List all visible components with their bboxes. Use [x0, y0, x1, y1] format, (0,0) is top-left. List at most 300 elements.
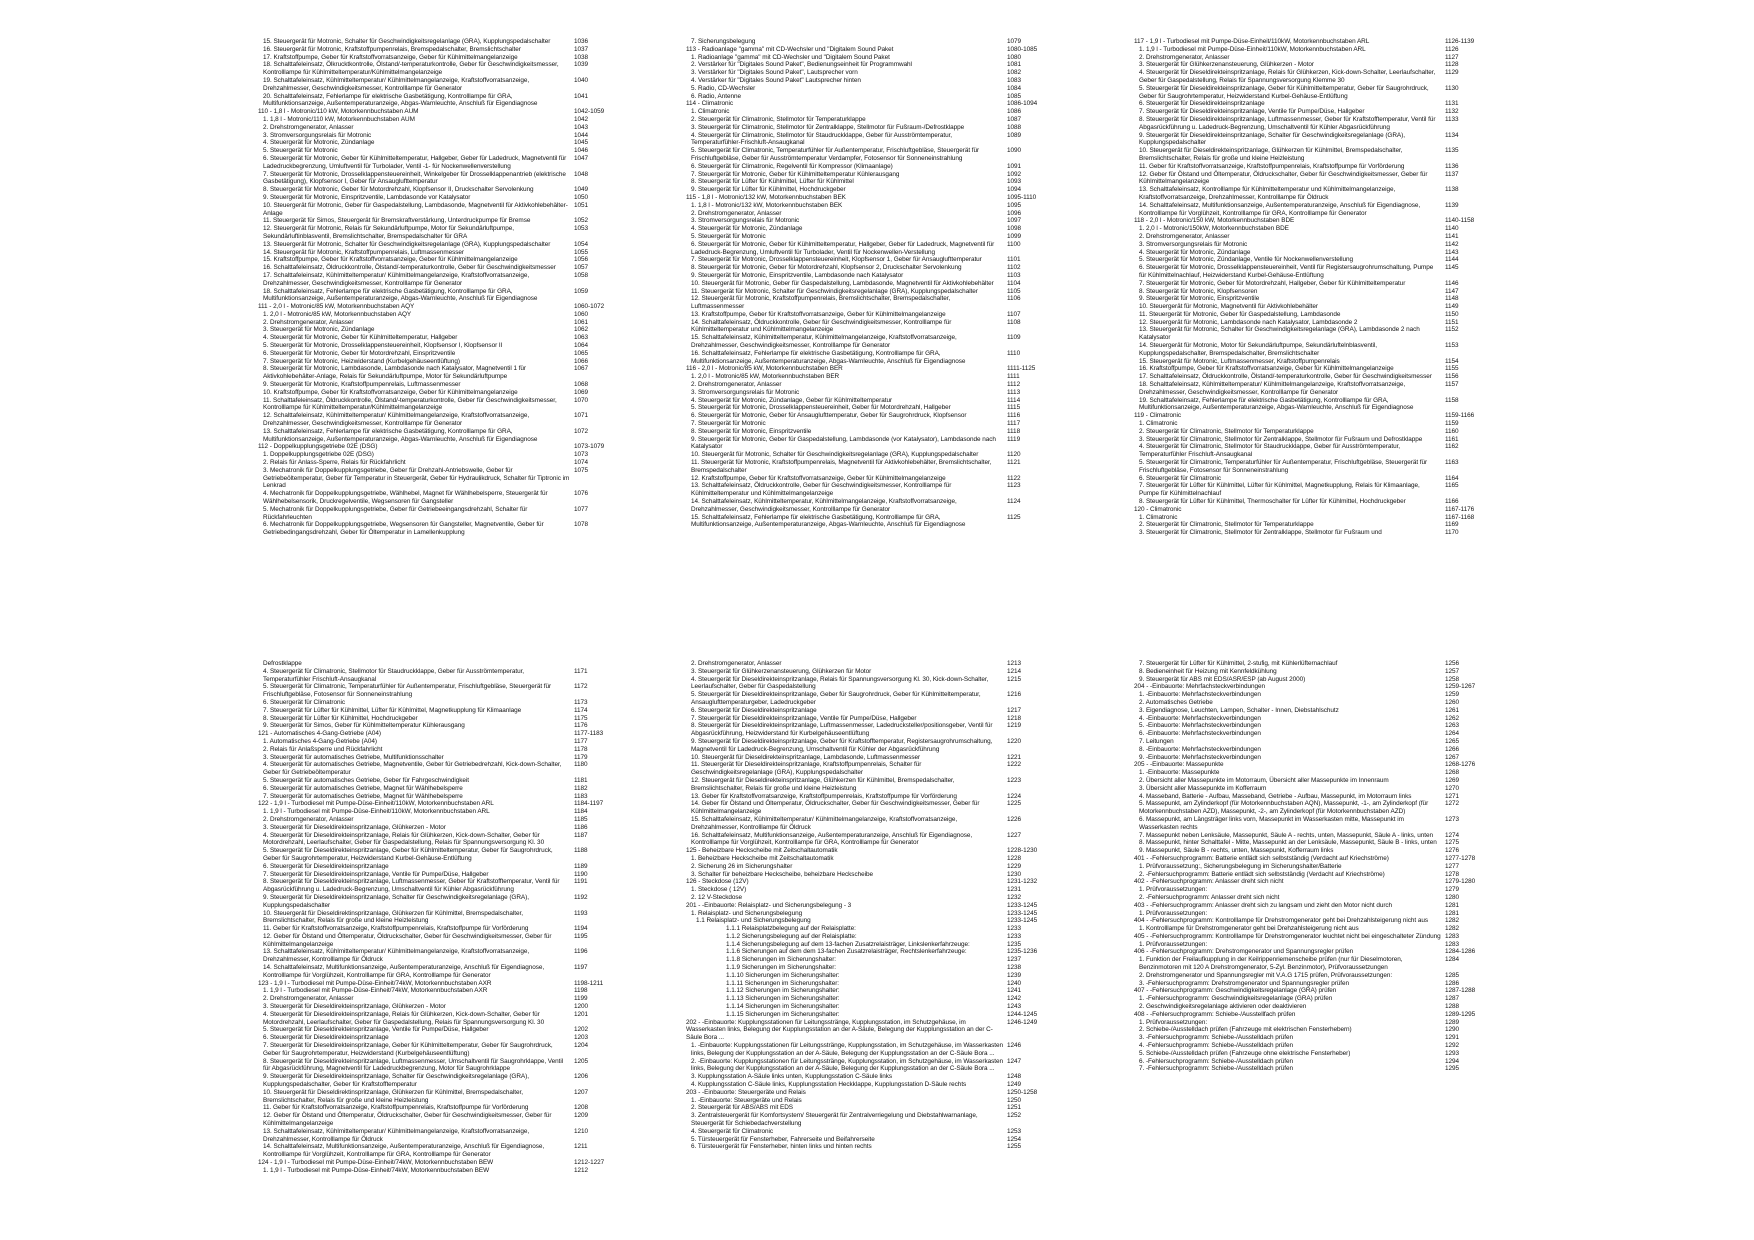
- entry-page-number: 1061: [574, 318, 589, 326]
- entry-page-number: 1151: [1445, 318, 1459, 326]
- entry-page-number: 1285: [1445, 971, 1460, 979]
- entry-title: 1. 1,9 l - Turbodiesel mit Pumpe-Düse-Einheit/74kW, Motorkennbuchstaben BEW: [263, 1166, 490, 1174]
- entry-page-number: 1180: [574, 761, 588, 769]
- index-entry: [686, 668, 1051, 676]
- index-entry: [258, 397, 618, 413]
- entry-title: 1.1 Relaisplatz- und Sicherungsbelegung: [696, 917, 811, 925]
- index-entry: [686, 389, 1051, 397]
- index-section-entry: [686, 878, 1051, 886]
- entry-page-number: 1068: [574, 381, 589, 389]
- entry-title: 4. -Fehlersuchprogramm: Schiebe-/Ausstelldach prüfen: [1139, 1042, 1294, 1050]
- entry-title: 4. Steuergerät für Dieseldirekteinspritzanlage, Relais für Glühkerzen, Kick-down-Schalter, Geber für Motordrehzahl, Leerlaufschalter, Geber für Gaspedalstellung, Relais für Spannungsversorgung Kl. 30: [263, 1010, 545, 1026]
- entry-page-number: 1189: [574, 862, 588, 870]
- index-entry: [686, 754, 1051, 762]
- entry-title: 1.1.8 Sicherungen im Sicherungshalter:: [726, 956, 837, 964]
- entry-page-number: 1239: [1007, 971, 1022, 979]
- index-entry: [686, 256, 1051, 264]
- index-section-entry: [686, 46, 1051, 54]
- entry-page-number: 1291: [1445, 1034, 1460, 1042]
- index-entry: [258, 217, 618, 225]
- entry-page-number: 1064: [574, 342, 589, 350]
- entry-page-number: 1101: [1007, 256, 1021, 264]
- entry-page-number: 1070: [574, 396, 589, 404]
- index-entry: [258, 1003, 618, 1011]
- entry-title: 9. Steuergerät für ABS mit EDS/ASR/ESP (ab August 2000): [1139, 675, 1306, 683]
- entry-title: 1. 2,0 l - Motronic/150kW, Motorkennbuchstaben BDE: [1139, 225, 1289, 233]
- entry-page-number: 1043: [574, 123, 589, 131]
- entry-title: 9. Steuergerät für Dieseldirekteinspritzanlage, Schalter für Geschwindigkeitsregelanlage (GRA), Kupplungspedalschalter: [1139, 131, 1405, 147]
- entry-page-number: 1156: [1445, 373, 1459, 381]
- index-entry: [258, 910, 618, 926]
- index-entry: [686, 61, 1051, 69]
- index-entry: [686, 108, 1051, 116]
- entry-page-number: 1228: [1007, 854, 1022, 862]
- index-section-entry: [1134, 506, 1489, 514]
- entry-title: 1. Radioanlage "gamma" mit CD-Wechsler und "Digitalem Sound Paket: [691, 53, 890, 61]
- index-entry: [1134, 668, 1489, 676]
- index-entry: [686, 85, 1051, 93]
- index-entry: [686, 404, 1051, 412]
- index-section-entry: [1134, 1011, 1489, 1019]
- entry-page-number: 1250: [1007, 1096, 1022, 1104]
- entry-title: 2. -Einbauorte: Kupplungsstationen für Leitungsstränge, Kupplungsstation, im Schutzgehäuse, im Wasserkasten links, Belegung der Kupplungsstation an der A-Säule, Belegung der Kupplungsstation an der C-Säule Bora ...: [691, 1057, 1004, 1073]
- entry-page-number: 1102: [1007, 264, 1021, 272]
- entry-page-number: 1072: [574, 427, 589, 435]
- entry-page-number: 1107: [1007, 310, 1021, 318]
- index-entry: [258, 699, 618, 707]
- entry-page-number: 1255: [1007, 1143, 1022, 1151]
- index-entry: [686, 272, 1051, 280]
- index-entry: [1134, 676, 1489, 684]
- entry-page-number: 1257: [1445, 667, 1460, 675]
- index-entry: [258, 171, 618, 187]
- entry-page-number: 1178: [574, 745, 588, 753]
- index-section-entry: [258, 443, 618, 451]
- entry-title: 7. -Fehlersuchprogramm: Schiebe-/Ausstelldach prüfen: [1139, 1065, 1294, 1073]
- entry-title: 1. Funktion der Freilaufkupplung in der Keilrippenriemenscheibe prüfen (nur für Dieselmotoren, Benzinmotoren mit 120 A Drehstromgenerator, 5-Zyl. Benzinmotor), Prüfvoraussetzungen: [1139, 956, 1403, 972]
- entry-page-number: 1276: [1445, 847, 1460, 855]
- entry-page-number: 1100: [1007, 240, 1021, 248]
- entry-title: 6. Steuergerät für automatisches Getriebe, Magnet für Wählhebelsperre: [263, 784, 463, 792]
- index-entry: [686, 350, 1051, 366]
- index-section-entry: [1134, 761, 1489, 769]
- index-column-3: [1134, 660, 1489, 1073]
- entry-title: 13. Steuergerät für Motronic, Schalter für Geschwindigkeitsregelanlage (GRA), Kupplungspedalschalter: [263, 240, 551, 248]
- entry-title: 110 - 1,8 l - Motronic/110 kW, Motorkennbuchstaben AUM: [258, 108, 419, 116]
- entry-title: 7. Steuergerät für Motronic, Heizwiderstand (Kurbelgehäuseentlüftung): [263, 357, 460, 365]
- index-entry: [686, 855, 1051, 863]
- entry-title: 9. Steuergerät für Motronic, Einspritzventile, Lambdasonde vor Katalysator: [263, 193, 471, 201]
- entry-title: 126 - Steckdose (12V): [686, 878, 749, 886]
- entry-title: 5. -Einbauorte: Mehrfachsteckverbindungen: [1139, 722, 1261, 730]
- entry-title: 1. 1,9 l - Turbodiesel mit Pumpe-Düse-Einheit/110kW, Motorkennbuchstaben ARL: [263, 808, 490, 816]
- entry-title: 2. Schiebe-/Ausstelldach prüfen (Fahrzeuge mit elektrischen Fensterhebern): [1139, 1026, 1352, 1034]
- index-column-1: [258, 38, 618, 537]
- entry-page-number: 1201: [574, 1010, 589, 1018]
- entry-title: 6. Massepunkt, am Längsträger links vorn, Massepunkt im Wasserkasten mitte, Massepunkt im Wasserkasten rechts: [1139, 815, 1404, 831]
- entry-title: 1. Climatronic: [1139, 513, 1178, 521]
- index-entry: [686, 373, 1051, 381]
- entry-page-number: 1179: [574, 753, 588, 761]
- index-entry: [686, 311, 1051, 319]
- entry-title: 8. Steuergerät für Dieseldirekteinspritzanlage, Luftmassenmesser, Geber für Kraftstofftemperatur, Ventil für Abgasrückführung u. Ladedruck-Begrenzung, Umschaltventil für Kühler Abgasrückführung: [263, 878, 560, 894]
- entry-title: 407 - -Fehlersuchprogramm: Geschwindigkeitsregelanlage (GRA) prüfen: [1134, 987, 1337, 995]
- entry-title: 8. Steuergerät für Motronic, Geber für Motordrehzahl, Klopfsensor II, Druckschalter Servolenkung: [263, 186, 534, 194]
- entry-page-number: 1065: [574, 349, 589, 357]
- index-entry: [258, 1128, 618, 1144]
- entry-title: 12. Kraftstoffpumpe, Geber für Kraftstoffvorratsanzeige, Geber für Kühlmittelmangelanzeige: [691, 474, 946, 482]
- entry-page-number: 1177-1183: [574, 730, 604, 738]
- index-entry: [258, 871, 618, 879]
- index-entry: [686, 295, 1051, 311]
- entry-page-number: 1277: [1445, 862, 1460, 870]
- index-entry: [258, 61, 618, 77]
- entry-title: 8. Steuergerät für Motronic, Geber für Motordrehzahl, Klopfsensor 2, Druckschalter Servolenkung: [691, 264, 962, 272]
- entry-title: 5. Radio, CD-Wechsler: [691, 84, 756, 92]
- entry-page-number: 1169: [1445, 521, 1459, 529]
- entry-page-number: 1287: [1445, 995, 1460, 1003]
- entry-page-number: 1161: [1445, 435, 1459, 443]
- entry-page-number: 1284-1286: [1445, 948, 1476, 956]
- entry-title: 8. -Einbauorte: Mehrfachsteckverbindungen: [1139, 745, 1261, 753]
- entry-page-number: 1097: [1007, 217, 1022, 225]
- entry-title: 4. Steuergerät für Motronic, Zündanlage, Geber für Kühlmitteltemperatur: [691, 396, 893, 404]
- entry-title: 1. Doppelkupplungsgetriebe 02E (DSG): [263, 451, 374, 459]
- index-section-entry: [1134, 217, 1489, 225]
- entry-title: 9. Steuergerät für Motronic, Kraftstoffpumpenrelais, Luftmassenmesser: [263, 381, 461, 389]
- entry-page-number: 1200: [574, 1003, 589, 1011]
- entry-title: 113 - Radioanlage "gamma" mit CD-Wechsler und "Digitalem Sound Paket: [686, 45, 894, 53]
- entry-page-number: 1267: [1445, 753, 1460, 761]
- entry-page-number: 1047: [574, 154, 589, 162]
- entry-title: 4. Steuergerät für Motronic, Zündanlage: [263, 139, 375, 147]
- entry-page-number: 1205: [574, 1057, 589, 1065]
- entry-page-number: 1127: [1445, 53, 1459, 61]
- index-entry: [258, 506, 618, 522]
- index-section-entry: [1134, 38, 1489, 46]
- index-entry: [1134, 61, 1489, 69]
- entry-page-number: 1049: [574, 186, 589, 194]
- index-entry: [258, 785, 618, 793]
- index-entry: [258, 1089, 618, 1105]
- entry-page-number: 1123: [1007, 482, 1021, 490]
- entry-title: 10. Steuergerät für Motronic, Geber für Gaspedalstellung, Lambdasonde, Magnetventil für Aktivkohlebehälter: [691, 279, 994, 287]
- entry-page-number: 1206: [574, 1073, 589, 1081]
- index-entry: [1134, 863, 1489, 871]
- index-section-entry: [258, 980, 618, 988]
- entry-page-number: 1203: [574, 1034, 589, 1042]
- index-entry: [686, 738, 1051, 754]
- entry-title: 7. Steuergerät für Dieseldirekteinspritzanlage, Ventile für Pumpe/Düse, Hallgeber: [691, 714, 917, 722]
- index-entry: [1134, 746, 1489, 754]
- entry-page-number: 1060-1072: [574, 303, 605, 311]
- entry-title: 122 - 1,9 l - Turbodiesel mit Pumpe-Düse-Einheit/110kW, Motorkennbuchstaben ARL: [258, 800, 494, 808]
- index-entry: [258, 249, 618, 257]
- entry-title: 2. Relais für Anlaßsperre und Rückfahrlicht: [263, 745, 383, 753]
- entry-title: 6. Türsteuergerät für Fensterheber, hinten links und hinten rechts: [691, 1143, 872, 1151]
- entry-title: 17. Kraftstoffpumpe, Geber für Kraftstoffvorratsanzeige, Geber für Kühlmittelmangelanzeige: [263, 53, 518, 61]
- entry-page-number: 1073: [574, 451, 589, 459]
- entry-title: 4. Steuergerät für Climatronic, Stellmotor für Staudruckklappe, Geber für Ausströmtemperatur, Temperaturfühler Frischluft-Ansaugkanal: [263, 667, 525, 683]
- entry-title: 3. Mechatronik für Doppelkupplungsgetriebe, Geber für Drehzahl-Antriebswelle, Geber für Getriebeöltemperatur, Geber für Temperatur in Steuergerät, Geber für Hydraulikdruck, Schalter für Tiptronic im Lenkrad: [263, 466, 570, 490]
- entry-page-number: 1099: [1007, 232, 1022, 240]
- index-entry: [686, 941, 1051, 949]
- entry-title: 1.1.12 Sicherungen im Sicherungshalter:: [726, 987, 840, 995]
- entry-title: 6. Mechatronik für Doppelkupplungsgetriebe, Wegsensoren für Gangsteller, Magnetventile, Geber für Getriebedingangsdrehzahl, Geber für Öltemperatur in Lamellenkupplung: [263, 521, 544, 537]
- entry-title: 2. Drehstromgenerator, Anlasser: [263, 815, 354, 823]
- entry-page-number: 1116: [1007, 412, 1021, 420]
- index-entry: [258, 272, 618, 288]
- index-entry: [1134, 839, 1489, 847]
- entry-title: 9. Steuergerät für Dieseldirekteinspritzanlage, Geber für Kraftstofftemperatur, Registersaugrohrumschaltung, Magnetventil für Ladedruck-Begrenzung, Umschaltventil für Kühler der Abgasrückführung: [691, 737, 993, 753]
- entry-page-number: 1283: [1445, 940, 1460, 948]
- entry-page-number: 1207: [574, 1088, 589, 1096]
- entry-title: 6. Steuergerät für Dieseldirekteinspritzanlage: [263, 1034, 389, 1042]
- entry-title: 120 - Climatronic: [1134, 505, 1182, 513]
- index-entry: [1134, 256, 1489, 264]
- index-entry: [686, 202, 1051, 210]
- entry-page-number: 1281: [1445, 909, 1460, 917]
- index-entry: [686, 147, 1051, 163]
- entry-page-number: 1183: [574, 792, 588, 800]
- index-entry: [1134, 69, 1489, 85]
- entry-title: 4. Steuergerät für Dieseldirekteinspritzanlage, Relais für Spannungsversorgung Kl. 30, Kick-down-Schalter, Leerlaufschalter, Geber für Gaspedalstellung: [691, 675, 989, 691]
- entry-title: 9. Steuergerät für Simos, Geber für Kühlmitteltemperatur Kühlerausgang: [263, 722, 465, 730]
- index-entry: [258, 116, 618, 124]
- index-section-entry: [1134, 412, 1489, 420]
- entry-title: 4. Steuergerät für Motronic, Zündanlage: [1139, 248, 1251, 256]
- index-entry: [686, 886, 1051, 894]
- entry-title: 13. Kraftstoffpumpe, Geber für Kraftstoffvorratsanzeige, Geber für Kühlmittelmangelanzeige: [691, 310, 946, 318]
- entry-title: 9. Steuergerät für Dieseldirekteinspritzanlage, Schalter für Geschwindigkeitsregelanlage (GRA), Kupplungspedalschalter, Geber für Kraftstofftemperatur: [263, 1073, 529, 1089]
- index-entry: [258, 194, 618, 202]
- entry-title: 11. Steuergerät für Motronic, Geber für Gaspedalstellung, Lambdasonde: [1139, 310, 1341, 318]
- entry-page-number: 1166: [1445, 498, 1459, 506]
- entry-title: 2. Drehstromgenerator, Anlasser: [691, 209, 782, 217]
- entry-title: 8. Steuergerät für Lüfter für Kühlmittel, Hochdruckgeber: [263, 714, 418, 722]
- index-entry: [258, 381, 618, 389]
- entry-page-number: 1230: [1007, 870, 1022, 878]
- entry-title: 4. Steuergerät für Climatronic, Stellmotor für Staudruckklappe, Geber für Ausströmtemperatur, Temperaturfühler Frischluft-Ansaugkanal: [1139, 443, 1401, 459]
- entry-title: 7. Steuergerät für Motronic, Drosselklappensteuereinheit, Winkelgeber für Drosselklappenantrieb (elektrische Gasbetätigung), Klopfsensor I, Geber für Ansauglufttemperatur: [263, 170, 566, 186]
- entry-page-number: 1155: [1445, 365, 1459, 373]
- entry-title: 203 - -Einbauorte: Steuergeräte und Relais: [686, 1088, 806, 1096]
- index-entry: [258, 288, 618, 304]
- entry-title: 4. Steuergerät für Motronic, Geber für Kühlmitteltemperatur, Hallgeber: [263, 334, 458, 342]
- index-section-entry: [686, 1019, 1051, 1042]
- index-entry: [258, 365, 618, 381]
- entry-title: 1.1.11 Sicherungen im Sicherungshalter:: [726, 979, 840, 987]
- index-entry: [1134, 241, 1489, 249]
- entry-page-number: 1060: [574, 310, 589, 318]
- entry-page-number: 1263: [1445, 722, 1460, 730]
- entry-page-number: 1218: [1007, 714, 1022, 722]
- index-entry: [1134, 436, 1489, 444]
- index-entry: [686, 163, 1051, 171]
- entry-title: 13. Schalttafeleinsatz, Öldruckkontrolle, Geber für Geschwindigkeitsmesser, Kontrolllampe für Kühlmitteltemperatur und Kühlmittelmangelanzeige: [691, 482, 952, 498]
- entry-page-number: 1259-1267: [1445, 683, 1476, 691]
- entry-page-number: 1284: [1445, 956, 1460, 964]
- entry-title: 7. Steuergerät für Motronic, Geber für Kühlmitteltemperatur Kühlerausgang: [691, 170, 900, 178]
- entry-page-number: 1140: [1445, 225, 1459, 233]
- index-entry: [686, 832, 1051, 848]
- entry-page-number: 1224: [1007, 792, 1022, 800]
- entry-title: 13. Schalttafeleinsatz, Fehlerlampe für elektrische Gasbetätigung, Kontrolllampe für GRA, Multifunktionsanzeige, Außentemperaturanzeige, Abgas-Warnleuchte, Anschluß für Eigendiagnose: [263, 427, 538, 443]
- entry-title: 201 - -Einbauorte: Relaisplatz- und Sicherungsbelegung - 3: [686, 901, 852, 909]
- entry-title: 1. 1,9 l - Turbodiesel mit Pumpe-Düse-Einheit/110kW, Motorkennbuchstaben ARL: [1139, 45, 1366, 53]
- entry-title: 1. Kontrolllampe für Drehstromgenerator geht bei Drehzahlsteigerung nicht aus: [1139, 925, 1359, 933]
- index-entry: [1134, 777, 1489, 785]
- entry-page-number: 1233-1245: [1007, 917, 1038, 925]
- entry-title: 1. 2,0 l - Motronic/85 kW, Motorkennbuchstaben BER: [691, 373, 840, 381]
- entry-page-number: 1057: [574, 264, 589, 272]
- entry-page-number: 1092: [1007, 170, 1022, 178]
- index-entry: [1134, 163, 1489, 171]
- index-section-entry: [1134, 683, 1489, 691]
- index-entry: [1134, 342, 1489, 358]
- index-entry: [258, 459, 618, 467]
- entry-title: 1. Relaisplatz- und Sicherungsbelegung: [691, 909, 803, 917]
- entry-title: 9. -Einbauorte: Mehrfachsteckverbindungen: [1139, 753, 1261, 761]
- entry-page-number: 1261: [1445, 706, 1460, 714]
- entry-title: 3. Steuergerät für Climatronic, Stellmotor für Zentralklappe, Stellmotor für Fußraum-/Defrostklappe: [691, 123, 965, 131]
- entry-title: 5. Schiebe-/Ausstelldach prüfen (Fahrzeuge ohne elektrische Fensterheber): [1139, 1049, 1351, 1057]
- index-entry: [686, 225, 1051, 233]
- entry-page-number: 1141: [1445, 232, 1459, 240]
- index-section-entry: [686, 100, 1051, 108]
- index-entry: [1134, 715, 1489, 723]
- index-entry: [1134, 373, 1489, 381]
- index-entry: [686, 210, 1051, 218]
- index-entry: [1134, 428, 1489, 436]
- entry-page-number: 1080-1085: [1007, 45, 1038, 53]
- entry-title: 7. Steuergerät für Motronic, Geber für Motordrehzahl, Hallgeber, Geber für Kühlmitteltemperatur: [1139, 279, 1406, 287]
- entry-title: 6. Steuergerät für Climatronic: [263, 698, 345, 706]
- index-entry: [1134, 707, 1489, 715]
- entry-page-number: 1262: [1445, 714, 1460, 722]
- index-entry: [258, 1042, 618, 1058]
- index-entry: [258, 816, 618, 824]
- entry-title: 112 - Doppelkupplungsgetriebe 02E (DSG): [258, 443, 378, 451]
- entry-page-number: 1289-1295: [1445, 1010, 1476, 1018]
- entry-page-number: 1292: [1445, 1042, 1460, 1050]
- entry-page-number: 1120: [1007, 451, 1021, 459]
- entry-title: 12. Steuergerät für Motronic, Lambdasonde nach Katalysator, Lambdasonde 2: [1139, 318, 1358, 326]
- entry-page-number: 1271: [1445, 792, 1460, 800]
- entry-title: 3. -Fehlersuchprogramm: Schiebe-/Ausstelldach prüfen: [1139, 1034, 1294, 1042]
- entry-title: 3. Steuergerät für Glühkerzenansteuerung, Glühkerzen für Motor: [691, 667, 872, 675]
- entry-title: 123 - 1,9 l - Turbodiesel mit Pumpe-Düse-Einheit/74kW, Motorkennbuchstaben AXR: [258, 979, 492, 987]
- index-entry: [1134, 1019, 1489, 1027]
- index-entry: [258, 707, 618, 715]
- entry-title: 5. Steuergerät für Climatronic, Temperaturfühler für Außentemperatur, Frischluftgebläse, Steuergerät für Frischluftgebläse, Geber für Ausströmtemperatur Verdampfer, Fotosensor für Sonneneinstrahlung: [691, 147, 980, 162]
- entry-title: 9. Steuergerät für Dieseldirekteinspritzanlage, Schalter für Geschwindigkeitsregelanlage (GRA), Kupplungspedalschalter: [263, 893, 529, 909]
- index-section-entry: [1134, 948, 1489, 956]
- entry-page-number: 1235-1236: [1007, 948, 1038, 956]
- entry-page-number: 1104: [1007, 279, 1021, 287]
- entry-page-number: 1118: [1007, 427, 1021, 435]
- entry-page-number: 1209: [574, 1112, 589, 1120]
- entry-page-number: 1240: [1007, 979, 1022, 987]
- index-entry: [1134, 171, 1489, 187]
- entry-title: 10. Steuergerät für Dieseldirekteinspritzanlage, Lambdasonde, Luftmassenmesser: [691, 753, 921, 761]
- index-section-entry: [686, 365, 1051, 373]
- entry-title: 2. Drehstromgenerator, Anlasser: [691, 660, 782, 667]
- index-entry: [1134, 116, 1489, 132]
- entry-page-number: 1103: [1007, 271, 1021, 279]
- entry-title: 7. Steuergerät für Motronic: [691, 420, 766, 428]
- entry-title: 3. Zentralsteuergerät für Komfortsystem/ Steuergerät für Zentralverriegelung und Diebstahlwarnanlage, Steuergerät für Schiebedachverstellung: [691, 1112, 978, 1128]
- entry-title: 7. Leitungen: [1139, 737, 1174, 745]
- entry-page-number: 1274: [1445, 831, 1460, 839]
- entry-page-number: 1081: [1007, 61, 1022, 69]
- entry-title: 8. Steuergerät für Dieseldirekteinspritzanlage, Luftmassenmesser, Ladedrucksteller/positionsgeber, Ventil für Abgasrückführung, Heizwiderstand für Kurbelgehäuseentlüftung: [691, 722, 993, 738]
- index-entry: [258, 202, 618, 218]
- entry-page-number: 1212-1227: [574, 1159, 605, 1166]
- entry-page-number: 1279-1280: [1445, 878, 1476, 886]
- entry-page-number: 1191: [574, 878, 588, 886]
- entry-page-number: 1270: [1445, 784, 1460, 792]
- entry-title: 12. Geber für Ölstand und Öltemperatur, Öldruckschalter, Geber für Geschwindigkeitsmesser, Geber für Kühlmittelmangelanzeige: [263, 1112, 552, 1128]
- entry-page-number: 1115: [1007, 404, 1021, 412]
- entry-title: 2. Übersicht aller Massepunkte im Motorraum, Übersicht aller Massepunkte im Innenraum: [1139, 776, 1389, 784]
- entry-title: 2. Drehstromgenerator, Anlasser: [263, 123, 354, 131]
- entry-title: 4. -Einbauorte: Mehrfachsteckverbindungen: [1139, 714, 1261, 722]
- index-entry: [1134, 1042, 1489, 1050]
- entry-page-number: 1113: [1007, 388, 1021, 396]
- index-entry: [1134, 793, 1489, 801]
- entry-page-number: 1260: [1445, 698, 1460, 706]
- entry-title: 1. -Einbauorte: Kupplungsstationen für Leitungsstränge, Kupplungsstation, im Schutzgehäuse, im Wasserkasten links, Belegung der Kupplungsstation an der A-Säule, Belegung der Kupplungsstation an der C-Säule Bora ...: [691, 1042, 1004, 1057]
- index-entry: [686, 1136, 1051, 1144]
- entry-title: 2. Sicherung 26 im Sicherungshalter: [691, 862, 793, 870]
- entry-title: Defrostklappe: [263, 660, 302, 667]
- entry-page-number: 1287-1288: [1445, 987, 1476, 995]
- entry-title: 7. Sicherungsbelegung: [691, 38, 756, 45]
- entry-page-number: 1153: [1445, 342, 1459, 350]
- index-entry: [258, 668, 618, 684]
- entry-title: 7. Steuergerät für Lüfter für Kühlmittel, Lüfter für Kühlmittel, Magnetkupplung, Relais für Klimaanlage, Pumpe für Kühlmittelnachlauf: [1139, 482, 1420, 498]
- entry-page-number: 1059: [574, 287, 589, 295]
- entry-title: 13. Steuergerät für Motronic, Schalter für Geschwindigkeitsregelanlage (GRA), Lambdasonde 2 nach Katalysator: [1139, 326, 1420, 342]
- index-entry: [686, 412, 1051, 420]
- entry-page-number: 1069: [574, 388, 589, 396]
- entry-page-number: 1105: [1007, 287, 1021, 295]
- entry-title: 9. Steuergerät für Lüfter für Kühlmittel, Hochdruckgeber: [691, 186, 846, 194]
- index-entry: [686, 917, 1051, 925]
- index-entry: [686, 280, 1051, 288]
- index-entry: [1134, 459, 1489, 475]
- entry-title: 2. Drehstromgenerator, Anlasser: [1139, 53, 1230, 61]
- index-entry: [1134, 381, 1489, 397]
- entry-title: 1.1.6 Sicherungen auf dem dem 13-fachen Zusatzrelaisträger, Rechtslenkerfahrzeuge:: [726, 948, 967, 956]
- entry-title: 13. Geber für Kraftstoffvorratsanzeige, Kraftstoffpumpenrelais, Kraftstoffpumpe für Vorförderung: [691, 792, 957, 800]
- entry-title: 17. Schalttafeleinsatz, Öldruckkontrolle, Ölstand/-temperaturkontrolle, Geber für Geschwindigkeitsmesser: [1139, 373, 1432, 381]
- index-entry: [1134, 420, 1489, 428]
- entry-page-number: 1165: [1445, 482, 1459, 490]
- index-entry: [1134, 108, 1489, 116]
- entry-title: 8. Steuergerät für Motronic, Klopfsensoren: [1139, 287, 1258, 295]
- index-entry: [1134, 132, 1489, 148]
- entry-title: 1. Steckdose ( 12V): [691, 886, 747, 894]
- index-entry: [686, 178, 1051, 186]
- entry-title: 7. Steuergerät für automatisches Getriebe, Magnet für Wählhebelsperre: [263, 792, 463, 800]
- index-entry: [258, 738, 618, 746]
- entry-title: 7. Steuergerät für Motronic, Drosselklappensteuereinheit, Klopfsensor 1, Geber für Ansauglufttemperatur: [691, 256, 982, 264]
- index-section-entry: [686, 1089, 1051, 1097]
- index-entry: [686, 264, 1051, 272]
- entry-title: 8. Steuergerät für Lüfter für Kühlmittel, Lüfter für Kühlmittel: [691, 178, 854, 186]
